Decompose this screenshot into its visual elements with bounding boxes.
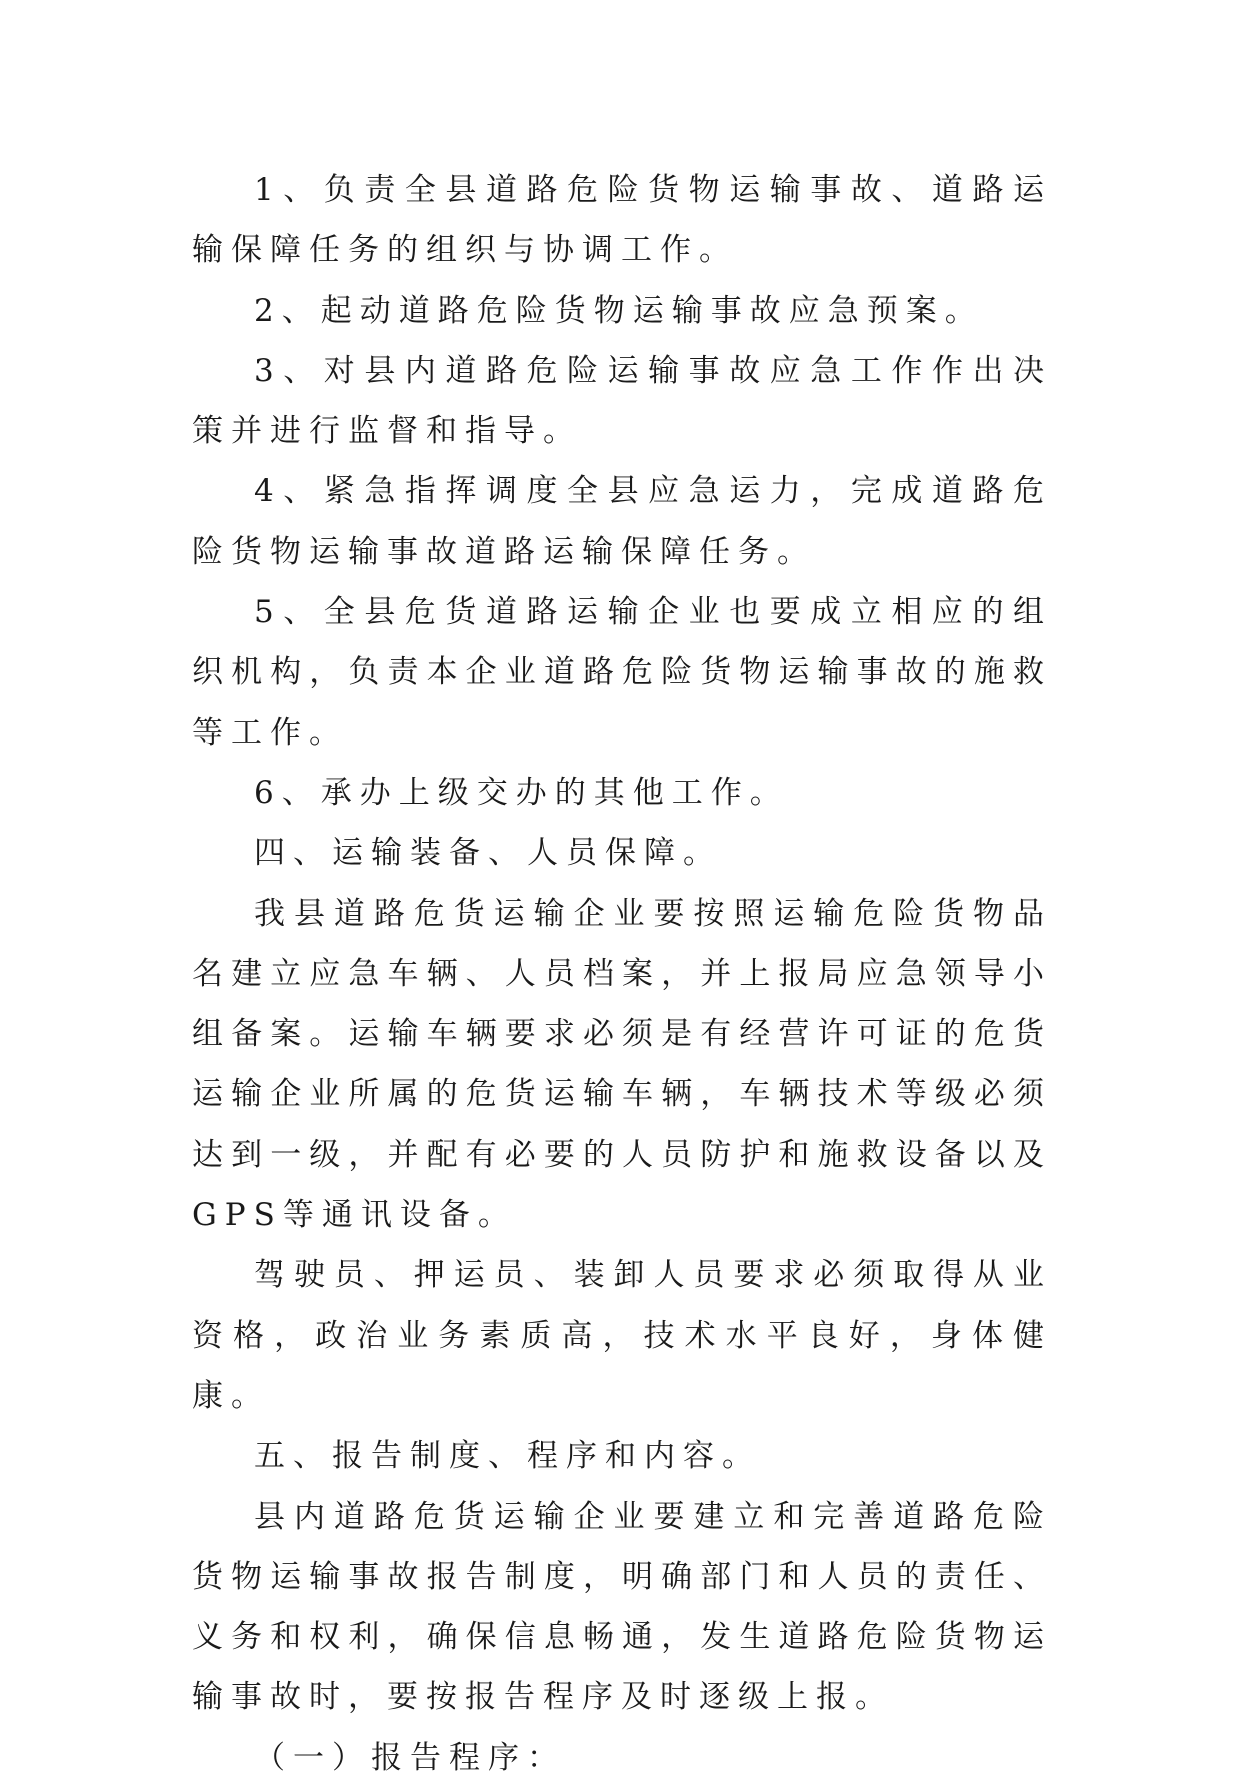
paragraph-reporting-system: 县内道路危货运输企业要建立和完善道路危险货物运输事故报告制度，明确部门和人员的责任、义务和权利，确保信息畅通，发生道路危险货物运输事故时，要按报告程序及时逐级上报。 [192,1498,1052,1716]
paragraph-duty-3: 3、对县内道路危险运输事故应急工作作出决策并进行监督和指导。 [192,352,1052,450]
section-heading-equipment: 四、运输装备、人员保障。 [254,835,722,872]
paragraph-duty-2: 2、起动道路危险货物运输事故应急预案。 [254,292,984,329]
subheading-reporting-procedure: （一）报告程序： [254,1739,566,1776]
paragraph-vehicle-requirements: 我县道路危货运输企业要按照运输危险货物品名建立应急车辆、人员档案，并上报局应急领导小组备案。运输车辆要求必须是有经营许可证的危货运输企业所属的危货运输车辆，车辆技术等级必须达到一级，并配有必要的人员防护和施救设备以及GPS等通讯设备。 [192,895,1052,1234]
paragraph-duty-1: 1、负责全县道路危险货物运输事故、道路运输保障任务的组织与协调工作。 [192,172,1052,269]
document-body [192,160,1052,1788]
paragraph-personnel-requirements: 驾驶员、押运员、装卸人员要求必须取得从业资格，政治业务素质高，技术水平良好，身体健康。 [192,1257,1052,1414]
section-heading-reporting: 五、报告制度、程序和内容。 [254,1438,761,1475]
paragraph-duty-4: 4、紧急指挥调度全县应急运力，完成道路危险货物运输事故道路运输保障任务。 [192,473,1052,570]
paragraph-duty-5: 5、全县危货道路运输企业也要成立相应的组织机构，负责本企业道路危险货物运输事故的施救等工作。 [192,594,1052,751]
paragraph-duty-6: 6、承办上级交办的其他工作。 [254,774,789,811]
